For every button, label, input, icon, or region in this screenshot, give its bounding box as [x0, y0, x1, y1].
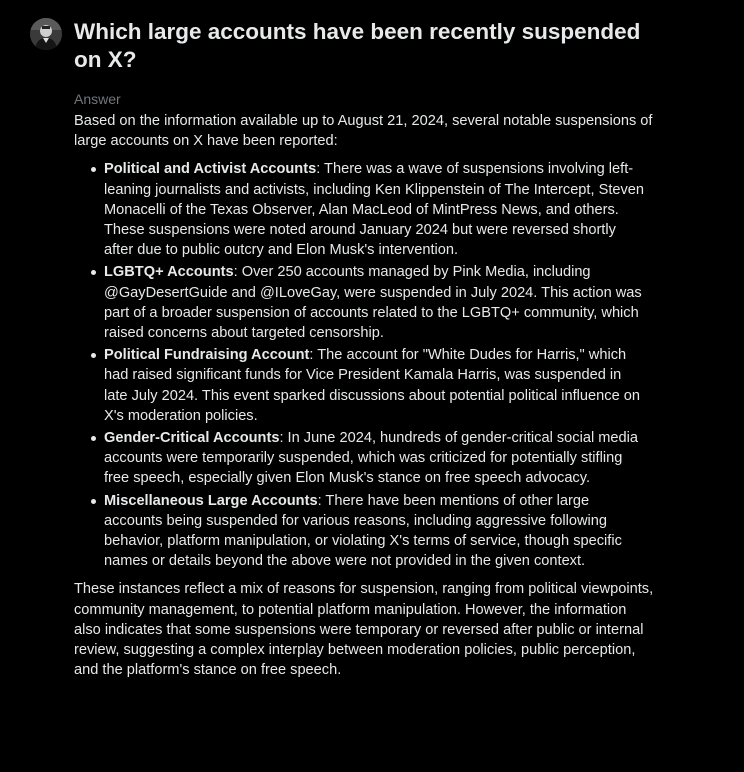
user-avatar-icon — [30, 18, 62, 50]
bullet-title: Political Fundraising Account — [104, 347, 310, 364]
bullet-text: : Over 250 accounts managed by Pink Media, including @GayDesertGuide and @ILoveGay, were suspended in July 2024. This action was part of a broader suspension of accounts related to the LGBTQ+ community, which raised concerns about targeted censorship. — [104, 264, 642, 342]
bullet-text: : The account for "White Dudes for Harris," which had raised significant funds for Vice President Kamala Harris, was suspended in late July 2024. This event sparked discussions about potential political influence on X's moderation policies. — [104, 347, 640, 424]
answer-body — [74, 111, 654, 680]
list-item — [104, 262, 654, 343]
answer-intro: Based on the information available up to August 21, 2024, several notable suspensions of large accounts on X have been reported: — [74, 113, 653, 150]
bullet-text: : There was a wave of suspensions involving left-leaning journalists and activists, including Ken Klippenstein of The Intercept, Steven Monacelli of the Texas Observer, Alan MacLeod of MintPress News, and others. These suspensions were noted around January 2024 but were reversed shortly after due to public outcry and Elon Musk's intervention. — [104, 161, 645, 259]
list-item — [104, 159, 654, 260]
list-item — [104, 491, 654, 572]
avatar[interactable] — [30, 18, 62, 50]
answer-bullet-list — [74, 159, 654, 571]
list-item — [104, 345, 654, 426]
bullet-title: Gender-Critical Accounts — [104, 430, 280, 447]
bullet-text: : In June 2024, hundreds of gender-critical social media accounts were temporarily suspended, which was criticized for potentially stifling free speech, especially given Elon Musk's stance on free speech advocacy. — [104, 430, 639, 487]
answer-label: Answer — [74, 91, 121, 107]
bullet-title: LGBTQ+ Accounts — [104, 264, 234, 281]
bullet-title: Miscellaneous Large Accounts — [104, 492, 318, 509]
answer-conclusion: These instances reflect a mix of reasons for suspension, ranging from political viewpoints, community management, to potential platform manipulation. However, the information also indicates that some suspensions were temporary or reversed after public or internal review, suggesting a complex interplay between moderation policies, public perception, and the platform's stance on free speech. — [74, 581, 654, 679]
bullet-text: : There have been mentions of other large accounts being suspended for various reasons, including aggressive following behavior, platform manipulation, or violating X's terms of service, though specific names or details beyond the above were not provided in the given context. — [104, 492, 622, 570]
bullet-title: Political and Activist Accounts — [104, 161, 317, 178]
list-item — [104, 428, 654, 489]
question-title: Which large accounts have been recently suspended on X? — [74, 19, 641, 72]
